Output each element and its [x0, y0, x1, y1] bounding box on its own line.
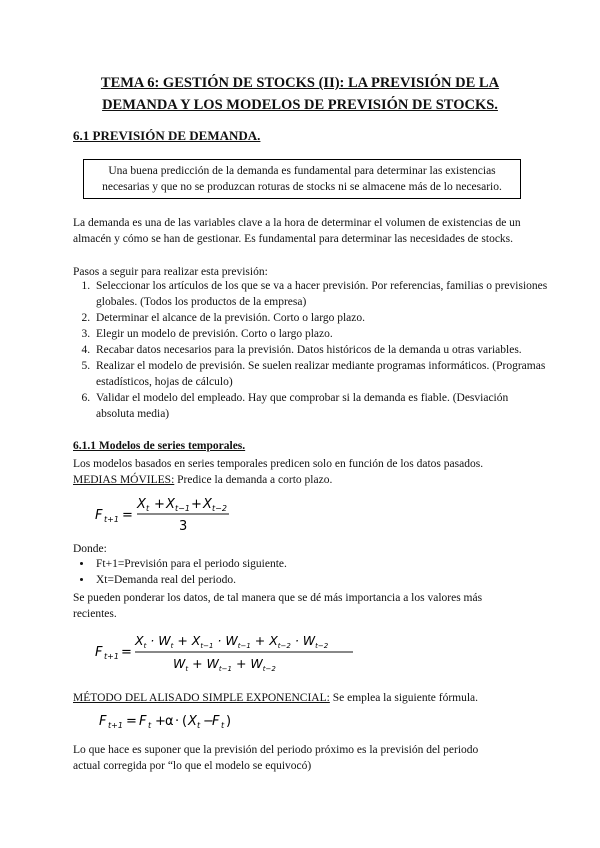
svg-text:+: + [154, 497, 165, 512]
list-item: • Xt=Demanda real del periodo. [93, 572, 548, 588]
svg-text:(: ( [182, 714, 188, 729]
subsection-heading: 6.1.1 Modelos de series temporales. [73, 440, 246, 452]
list-item: 3. Elegir un modelo de previsión. Corto o largo plazo. [93, 326, 548, 342]
svg-text:X: X [166, 497, 175, 512]
svg-text:t: t [148, 721, 152, 730]
svg-text:F: F [99, 714, 107, 729]
smoothing-text: Se emplea la siguiente fórmula. [329, 692, 479, 704]
intro-paragraph: La demanda es una de las variables clave a la hora de determinar el volumen de existencias de un almacén y cómo se han de gestionar. Es fundamental para determinar las necesidades de stocks. [73, 217, 521, 245]
svg-text:F: F [95, 645, 103, 660]
formula-denominator: 3 [179, 519, 188, 534]
section-heading: 6.1 PREVISIÓN DE DEMANDA. [73, 128, 261, 143]
weighting-text-line-2: recientes. [73, 608, 117, 620]
weighting-text-line-1: Se pueden ponderar los datos, de tal manera que se dé más importancia a los valores más [73, 592, 483, 604]
formula-lhs: F [95, 508, 103, 523]
svg-text:t: t [197, 721, 201, 730]
list-item: 2. Determinar el alcance de la previsión. Corto o largo plazo. [93, 310, 548, 326]
svg-text:t−1: t−1 [175, 504, 190, 513]
svg-text:+: + [155, 714, 166, 729]
series-intro: Los modelos basados en series temporales predicen solo en función de los datos pasados. [73, 458, 484, 470]
weighted-formula-denominator: $W_t + W_{t-1} + W_{t-2}$ [173, 656, 276, 673]
svg-text:): ) [226, 714, 232, 729]
svg-text:α: α [165, 714, 174, 729]
moving-average-formula-svg [95, 493, 245, 537]
smoothing-label: MÉTODO DEL ALISADO SIMPLE EXPONENCIAL: [73, 692, 330, 704]
smoothing-line [73, 690, 478, 706]
svg-text:X: X [203, 497, 212, 512]
svg-text:=: = [126, 714, 137, 729]
exponential-smoothing-formula [99, 708, 239, 738]
where-label: Donde: [73, 543, 107, 555]
title-line-2: DEMANDA Y LOS MODELOS DE PREVISIÓN DE STOCKS. [102, 97, 498, 113]
title-line-1: TEMA 6: GESTIÓN DE STOCKS (II): LA PREVISIÓN DE LA [100, 75, 500, 91]
definitions-list [73, 556, 548, 588]
weighted-formula-numerator: $X_t \cdot W_t + X_{t-1} \cdot W_{t-1} + X_{t-2} \cdot W_{t-2}$ [135, 633, 329, 650]
list-item: 6. Validar el modelo del empleado. Hay que comprobar si la demanda es fiable. (Desviación absoluta media) [93, 390, 548, 422]
list-item: 4. Recabar datos necesarios para la previsión. Datos históricos de la demanda u otras variables. [93, 342, 548, 358]
svg-text:F: F [212, 714, 220, 729]
steps-intro: Pasos a seguir para realizar esta previsión: [73, 266, 268, 278]
exponential-smoothing-formula-svg [99, 708, 239, 734]
svg-text:−: − [203, 714, 214, 729]
svg-text:X: X [188, 714, 197, 729]
formula-equals: = [122, 508, 133, 523]
svg-text:t−2: t−2 [212, 504, 227, 513]
svg-text:t+1: t+1 [104, 652, 119, 661]
conclusion-line-1: Lo que hace es suponer que la previsión del periodo próximo es la previsión del periodo [73, 744, 479, 756]
boxed-note: Una buena predicción de la demanda es fundamental para determinar las existencias necesarias y que no se produzcan roturas de stocks ni se almacene más de lo necesario. [83, 159, 521, 199]
svg-text:X: X [137, 497, 146, 512]
document-title [70, 72, 530, 116]
list-item: 1. Seleccionar los artículos de los que se va a hacer previsión. Por referencias, familias o previsiones globales. (Todos los productos de la empresa) [93, 278, 548, 310]
list-item: • Ft+1=Previsión para el periodo siguiente. [93, 556, 548, 572]
svg-text:t: t [221, 721, 225, 730]
svg-text:=: = [121, 645, 132, 660]
steps-list [73, 278, 548, 422]
svg-text:+: + [191, 497, 202, 512]
weighted-average-formula [95, 628, 360, 678]
moving-average-text: Predice la demanda a corto plazo. [174, 474, 333, 486]
conclusion-line-2: actual corregida por “lo que el modelo se equivocó) [73, 760, 312, 772]
moving-average-label: MEDIAS MÓVILES: [73, 474, 175, 486]
svg-text:t+1: t+1 [108, 721, 123, 730]
weighted-average-formula-svg [95, 628, 360, 674]
svg-text:·: · [175, 714, 180, 729]
svg-text:F: F [139, 714, 147, 729]
list-item: 5. Realizar el modelo de previsión. Se suelen realizar mediante programas informáticos. (Programas estadísticos, hojas de cálculo) [93, 358, 548, 390]
moving-average-formula [95, 493, 245, 541]
moving-average-line [73, 472, 332, 488]
formula-lhs-sub: t+1 [104, 515, 119, 524]
svg-text:t: t [146, 504, 150, 513]
